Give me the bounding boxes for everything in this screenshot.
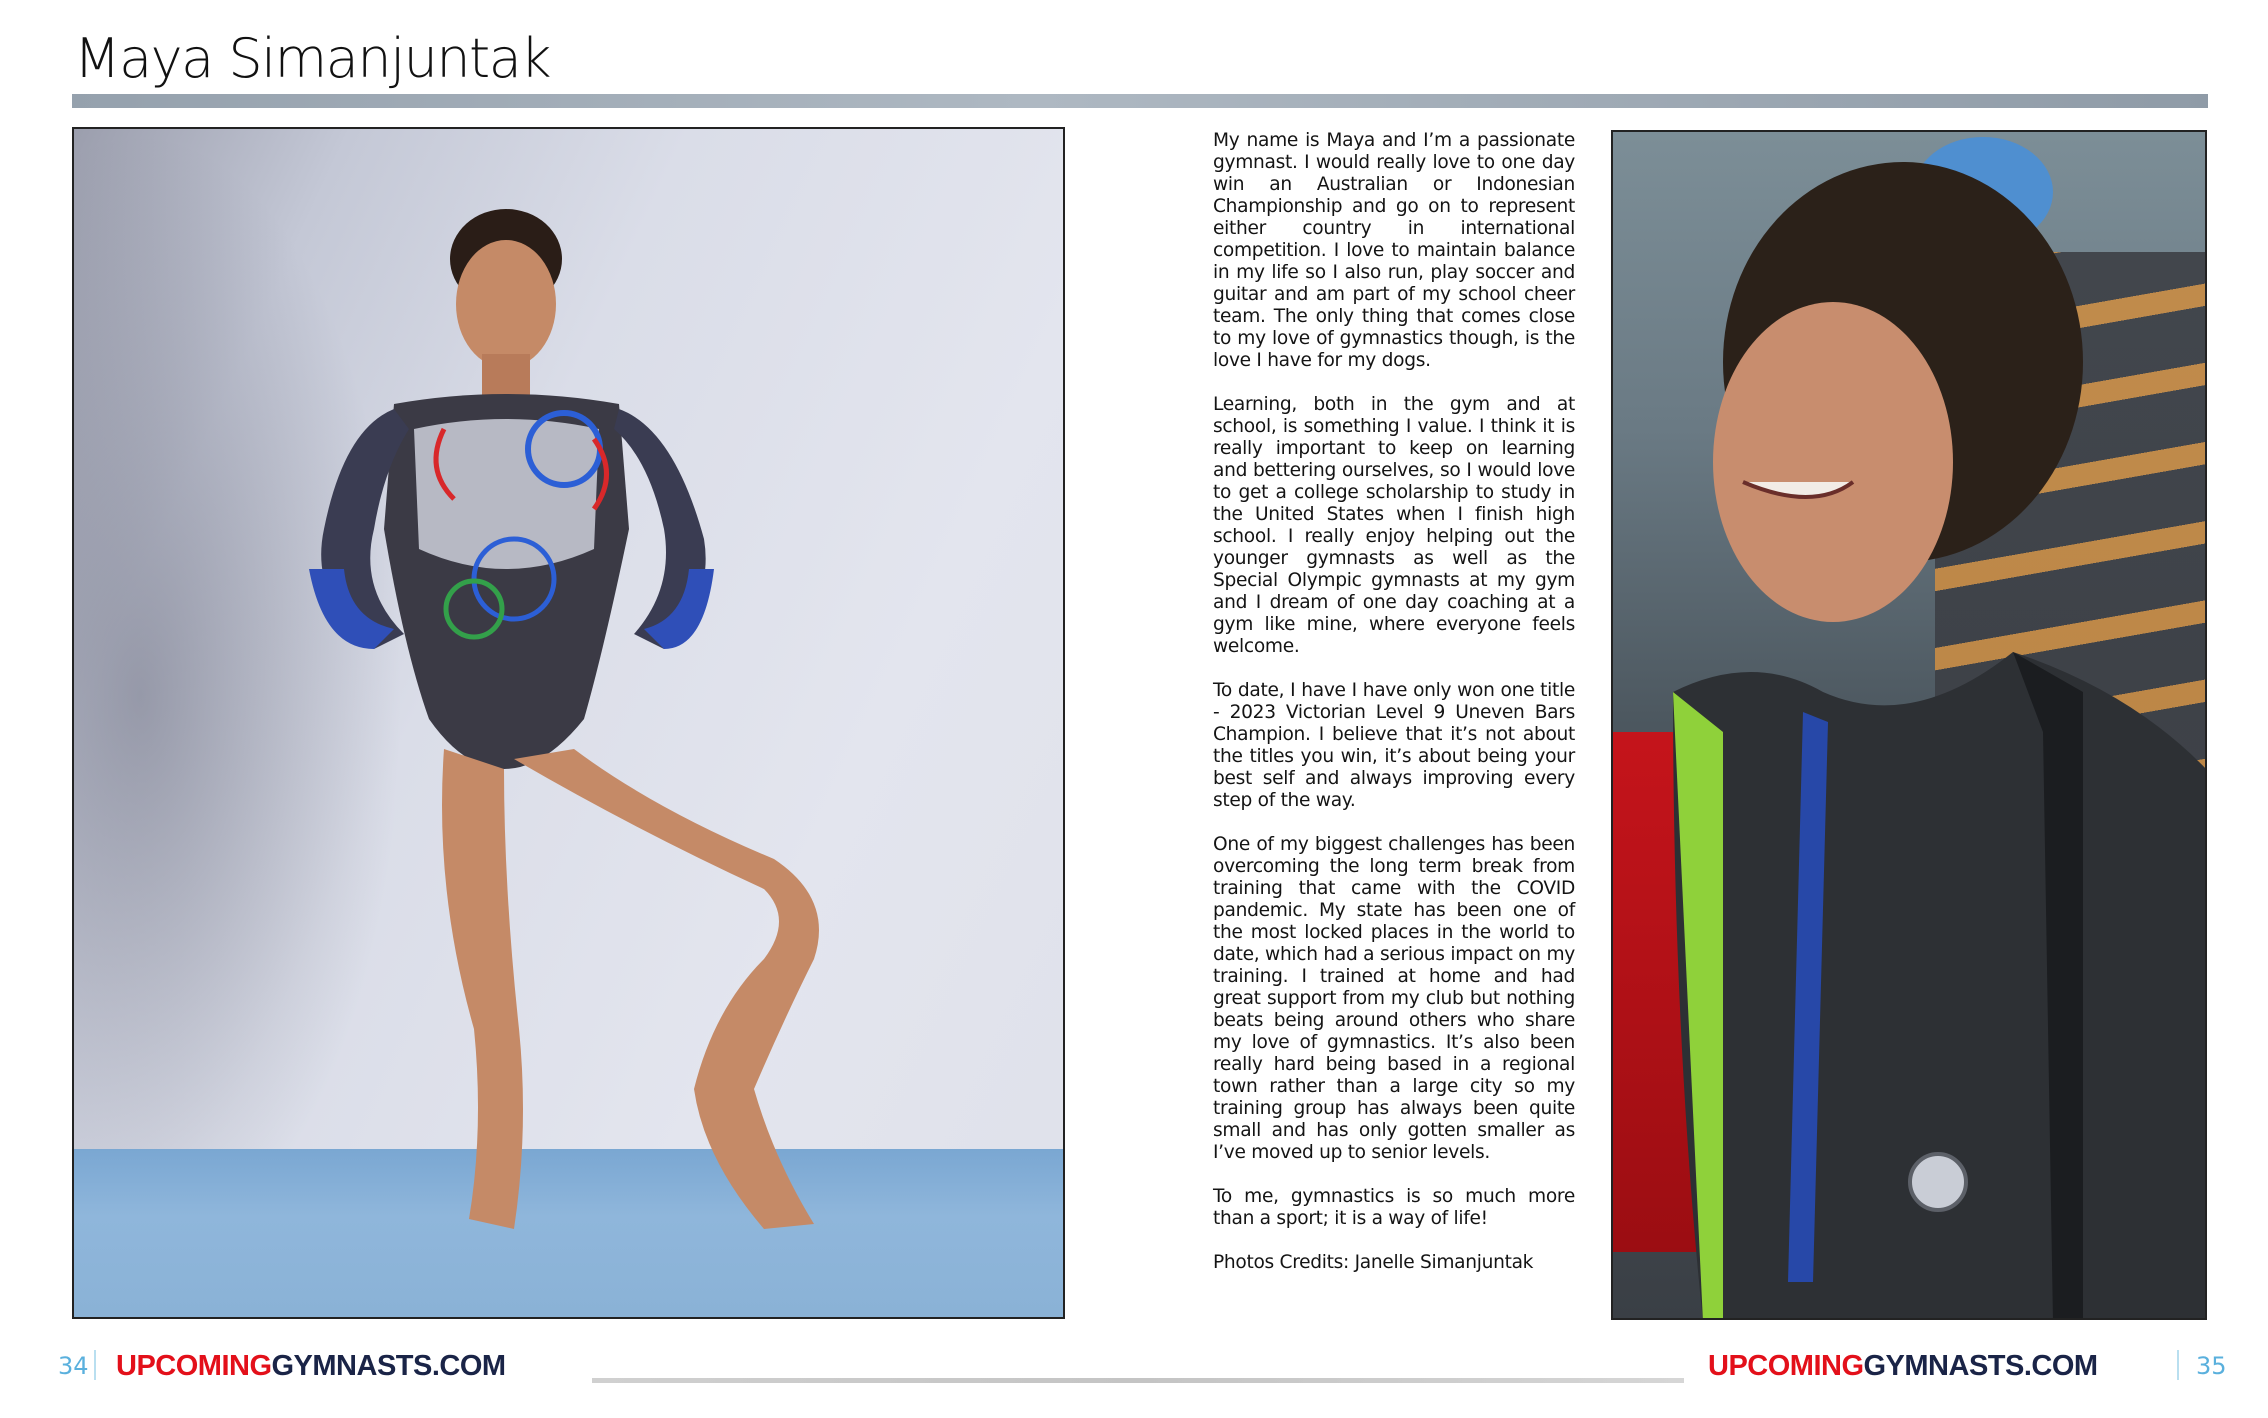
brand-word-gymnasts: GYMNASTS.COM [1863,1350,2098,1382]
article-paragraph: Learning, both in the gym and at school, is something I value. I think it is really important to keep on learning and bettering ourselves, so I would love to get a college scholarship to study in the United States when I finish high school. I really enjoy helping out the younger gymnasts as well as the Special Olympic gymnasts at my gym and I dream of one day coaching at a gym like mine, where everyone feels welcome. [1213,394,1575,657]
article-paragraph: To date, I have I have only won one title - 2023 Victorian Level 9 Uneven Bars Champion. I believe that it’s not about the titles you win, it’s about being your best self and always improving every step of the way. [1213,680,1575,811]
brand-word-gymnasts: GYMNASTS.COM [271,1350,506,1382]
brand-logo-left [116,1350,506,1382]
brand-logo-right [1708,1350,2098,1382]
article-paragraph: My name is Maya and I’m a passionate gymnast. I would really love to one day win an Australian or Indonesian Championship and go on to represent either country in international competition. I love to maintain balance in my life so I also run, play soccer and guitar and am part of my school cheer team. The only thing that comes close to my love of gymnastics though, is the love I have for my dogs. [1213,130,1575,371]
page-number-left: 34 [58,1352,89,1380]
page-title: Maya Simanjuntak [74,27,551,90]
person-photo-icon [74,129,1065,1319]
article-paragraph: One of my biggest challenges has been overcoming the long term break from training that came with the COVID pandemic. My state has been one of the most locked places in the world to date, which had a serious impact on my training. I trained at home and had great support from my club but nothing beats being around others who share my love of gymnastics. It’s also been really hard being based in a regional town rather than a large city so my training group has always been quite small and has only gotten smaller as I’ve moved up to senior levels. [1213,834,1575,1163]
article-paragraph: To me, gymnastics is so much more than a sport; it is a way of life! [1213,1186,1575,1229]
brand-word-upcoming: UPCOMING [116,1350,272,1382]
footer-divider [592,1378,1684,1383]
person-photo-icon [1613,132,2207,1320]
title-divider [72,94,2208,108]
page-number-separator [2177,1350,2179,1380]
gymnast-candid-photo [1611,130,2207,1320]
brand-word-upcoming: UPCOMING [1708,1350,1864,1382]
page-number-right: 35 [2196,1352,2227,1380]
photo-credit: Photos Credits: Janelle Simanjuntak [1213,1252,1534,1273]
article-body [1213,130,1575,1296]
page-number-separator [94,1350,96,1380]
gymnast-portrait-photo [72,127,1065,1319]
